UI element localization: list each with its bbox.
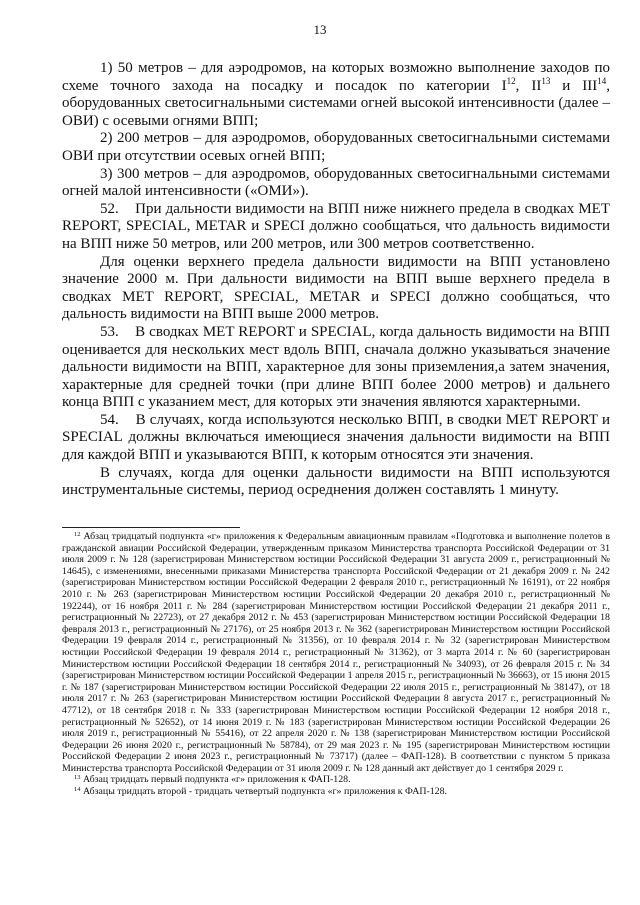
main-text [62,60,610,500]
paragraph-item-1 [62,60,610,130]
paragraph-upper-limit: Для оценки верхнего предела дальности видимости на ВПП установлено значение 2000 м. При дальности видимости на ВПП выше верхнего предела в сводках MET REPORT, SPECIAL, METAR и SPECI должно сообщаться, что дальность видимости на ВПП выше 2000 метров. [62,253,610,323]
paragraph-averaging: В случаях, когда для оценки дальности видимости на ВПП используются инструментальные системы, период осреднения должен составлять 1 минуту. [62,464,610,499]
footnote-mark: 13 [74,774,81,782]
paragraph-text: 1) 50 метров – для аэродромов, на которых возможно выполнение заходов по схеме точного захода на посадку и посадок по категории I [62,60,610,94]
paragraph-item-2: 2) 200 метров – для аэродромов, оборудованных светосигнальными системами ОВИ при отсутствии осевых огней ВПП; [62,130,610,164]
footnote-divider [62,527,240,528]
footnote-mark: 14 [74,786,81,794]
paragraph-text: , II [515,77,542,94]
footnote-13 [62,774,610,786]
footnote-ref-13[interactable]: 13 [541,75,551,86]
paragraph-54: 54. В случаях, когда используются несколько ВПП, в сводки MET REPORT и SPECIAL должны включаться имеющиеся значения дальности видимости на ВПП для каждой ВПП и указываются ВПП, к которым относятся эти значения. [62,411,610,464]
footnote-12 [62,531,610,774]
paragraph-52: 52. При дальности видимости на ВПП ниже нижнего предела в сводках MET REPORT, SPECIAL, METAR и SPECI должно сообщаться, что дальность видимости на ВПП ниже 50 метров, или 200 метров, или 300 метров соответственно. [62,200,610,252]
footnote-text: Абзацы тридцать второй - тридцать четвертый подпункта «г» приложения к ФАП-128. [80,786,448,798]
footnote-ref-14[interactable]: 14 [597,75,607,86]
footnote-text: Абзац тридцатый подпункта «г» приложения к Федеральным авиационным правилам «Подготовка и выполнение полетов в гражданской авиации Российской Федерации, утвержденным приказом Министерства транспорта Российской Федерации от 31 июля 2009 г. № 128 (зарегистрирован Министерством юстиции Российской Федерации 31 августа 2009 г., регистрационный № 14645), с изменениями, внесенными приказами Министерства транспорта Российской Федерации от 21 декабря 2009 г. № 242 (зарегистрирован Министерством юстиции Российской Федерации 2 февраля 2010 г., регистрационный № 16191), от 22 ноября 2010 г. № 263 (зарегистрирован Министерством юстиции Российской Федерации 20 декабря 2010 г., регистрационный № 192244), от 16 ноября 2011 г. № 284 (зарегистрирован Министерством юстиции Российской Федерации 21 декабря 2011 г., регистрационный № 22723), от 27 декабря 2012 г. № 453 (зарегистрирован Министерством юстиции Российской Федерации 18 февраля 2013 г., регистрационный № 27176), от 25 ноября 2013 г. № 362 (зарегистрирован Министерством юстиции Российской Федерации 19 февраля 2014 г., регистрационный № 31356), от 10 февраля 2014 г. № 32 (зарегистрирован Министерством юстиции Российской Федерации 19 февраля 2014 г., регистрационный № 31362), от 3 марта 2014 г. № 60 (зарегистрирован Министерством юстиции Российской Федерации 18 сентября 2014 г., регистрационный № 34093), от 26 февраля 2015 г. № 34 (зарегистрирован Министерством юстиции Российской Федерации 1 апреля 2015 г., регистрационный № 36663), от 15 июня 2015 г. № 187 (зарегистрирован Министерством юстиции Российской Федерации 22 июля 2015 г., регистрационный № 38147), от 18 июля 2017 г. № 263 (зарегистрирован Министерством юстиции Российской Федерации 8 августа 2017 г., регистрационный № 47712), от 18 сентября 2018 г. № 333 (зарегистрирован Министерством юстиции Российской Федерации 12 ноября 2018 г., регистрационный № 52652), от 14 июня 2019 г. № 183 (зарегистрирован Министерством юстиции Российской Федерации 26 июля 2019 г., регистрационный № 55416), от 22 апреля 2020 г. № 138 (зарегистрирован Министерством юстиции Российской Федерации 26 июня 2020 г., регистрационный № 58784), от 29 мая 2023 г. № 195 (зарегистрирован Министерством юстиции Российской Федерации 2 июня 2023 г., регистрационный № 73717) (далее – ФАП-128). В соответствии с пунктом 5 приказа Министерства транспорта Российской Федерации от 31 июля 2009 г. № 128 данный акт действует до 1 сентября 2029 г. [62,531,610,774]
footnote-ref-12[interactable]: 12 [506,75,516,86]
paragraph-item-3: 3) 300 метров – для аэродромов, оборудованных светосигнальными системами огней малой интенсивности («ОМИ»). [62,165,610,200]
paragraph-text: , оборудованных светосигнальными системами огней высокой интенсивности (далее – ОВИ) с осевыми огнями ВПП; [62,77,610,129]
footnote-14 [62,786,610,798]
paragraph-text: и III [550,77,598,94]
paragraph-53: 53. В сводках MET REPORT и SPECIAL, когда дальность видимости на ВПП оценивается для нескольких мест вдоль ВПП, сначала должно указываться значение дальности видимости на ВПП, характерное для зоны приземления,а затем значения, характерные для средней точки (при длине ВПП более 2000 метров) и дальнего конца ВПП с указанием мест, для которых эти значения являются характерными. [62,323,610,411]
page-number: 13 [313,22,327,37]
footnote-mark: 12 [74,531,81,538]
footnote-text: Абзац тридцать первый подпункта «г» приложения к ФАП-128. [80,774,351,786]
footnotes [62,531,610,798]
